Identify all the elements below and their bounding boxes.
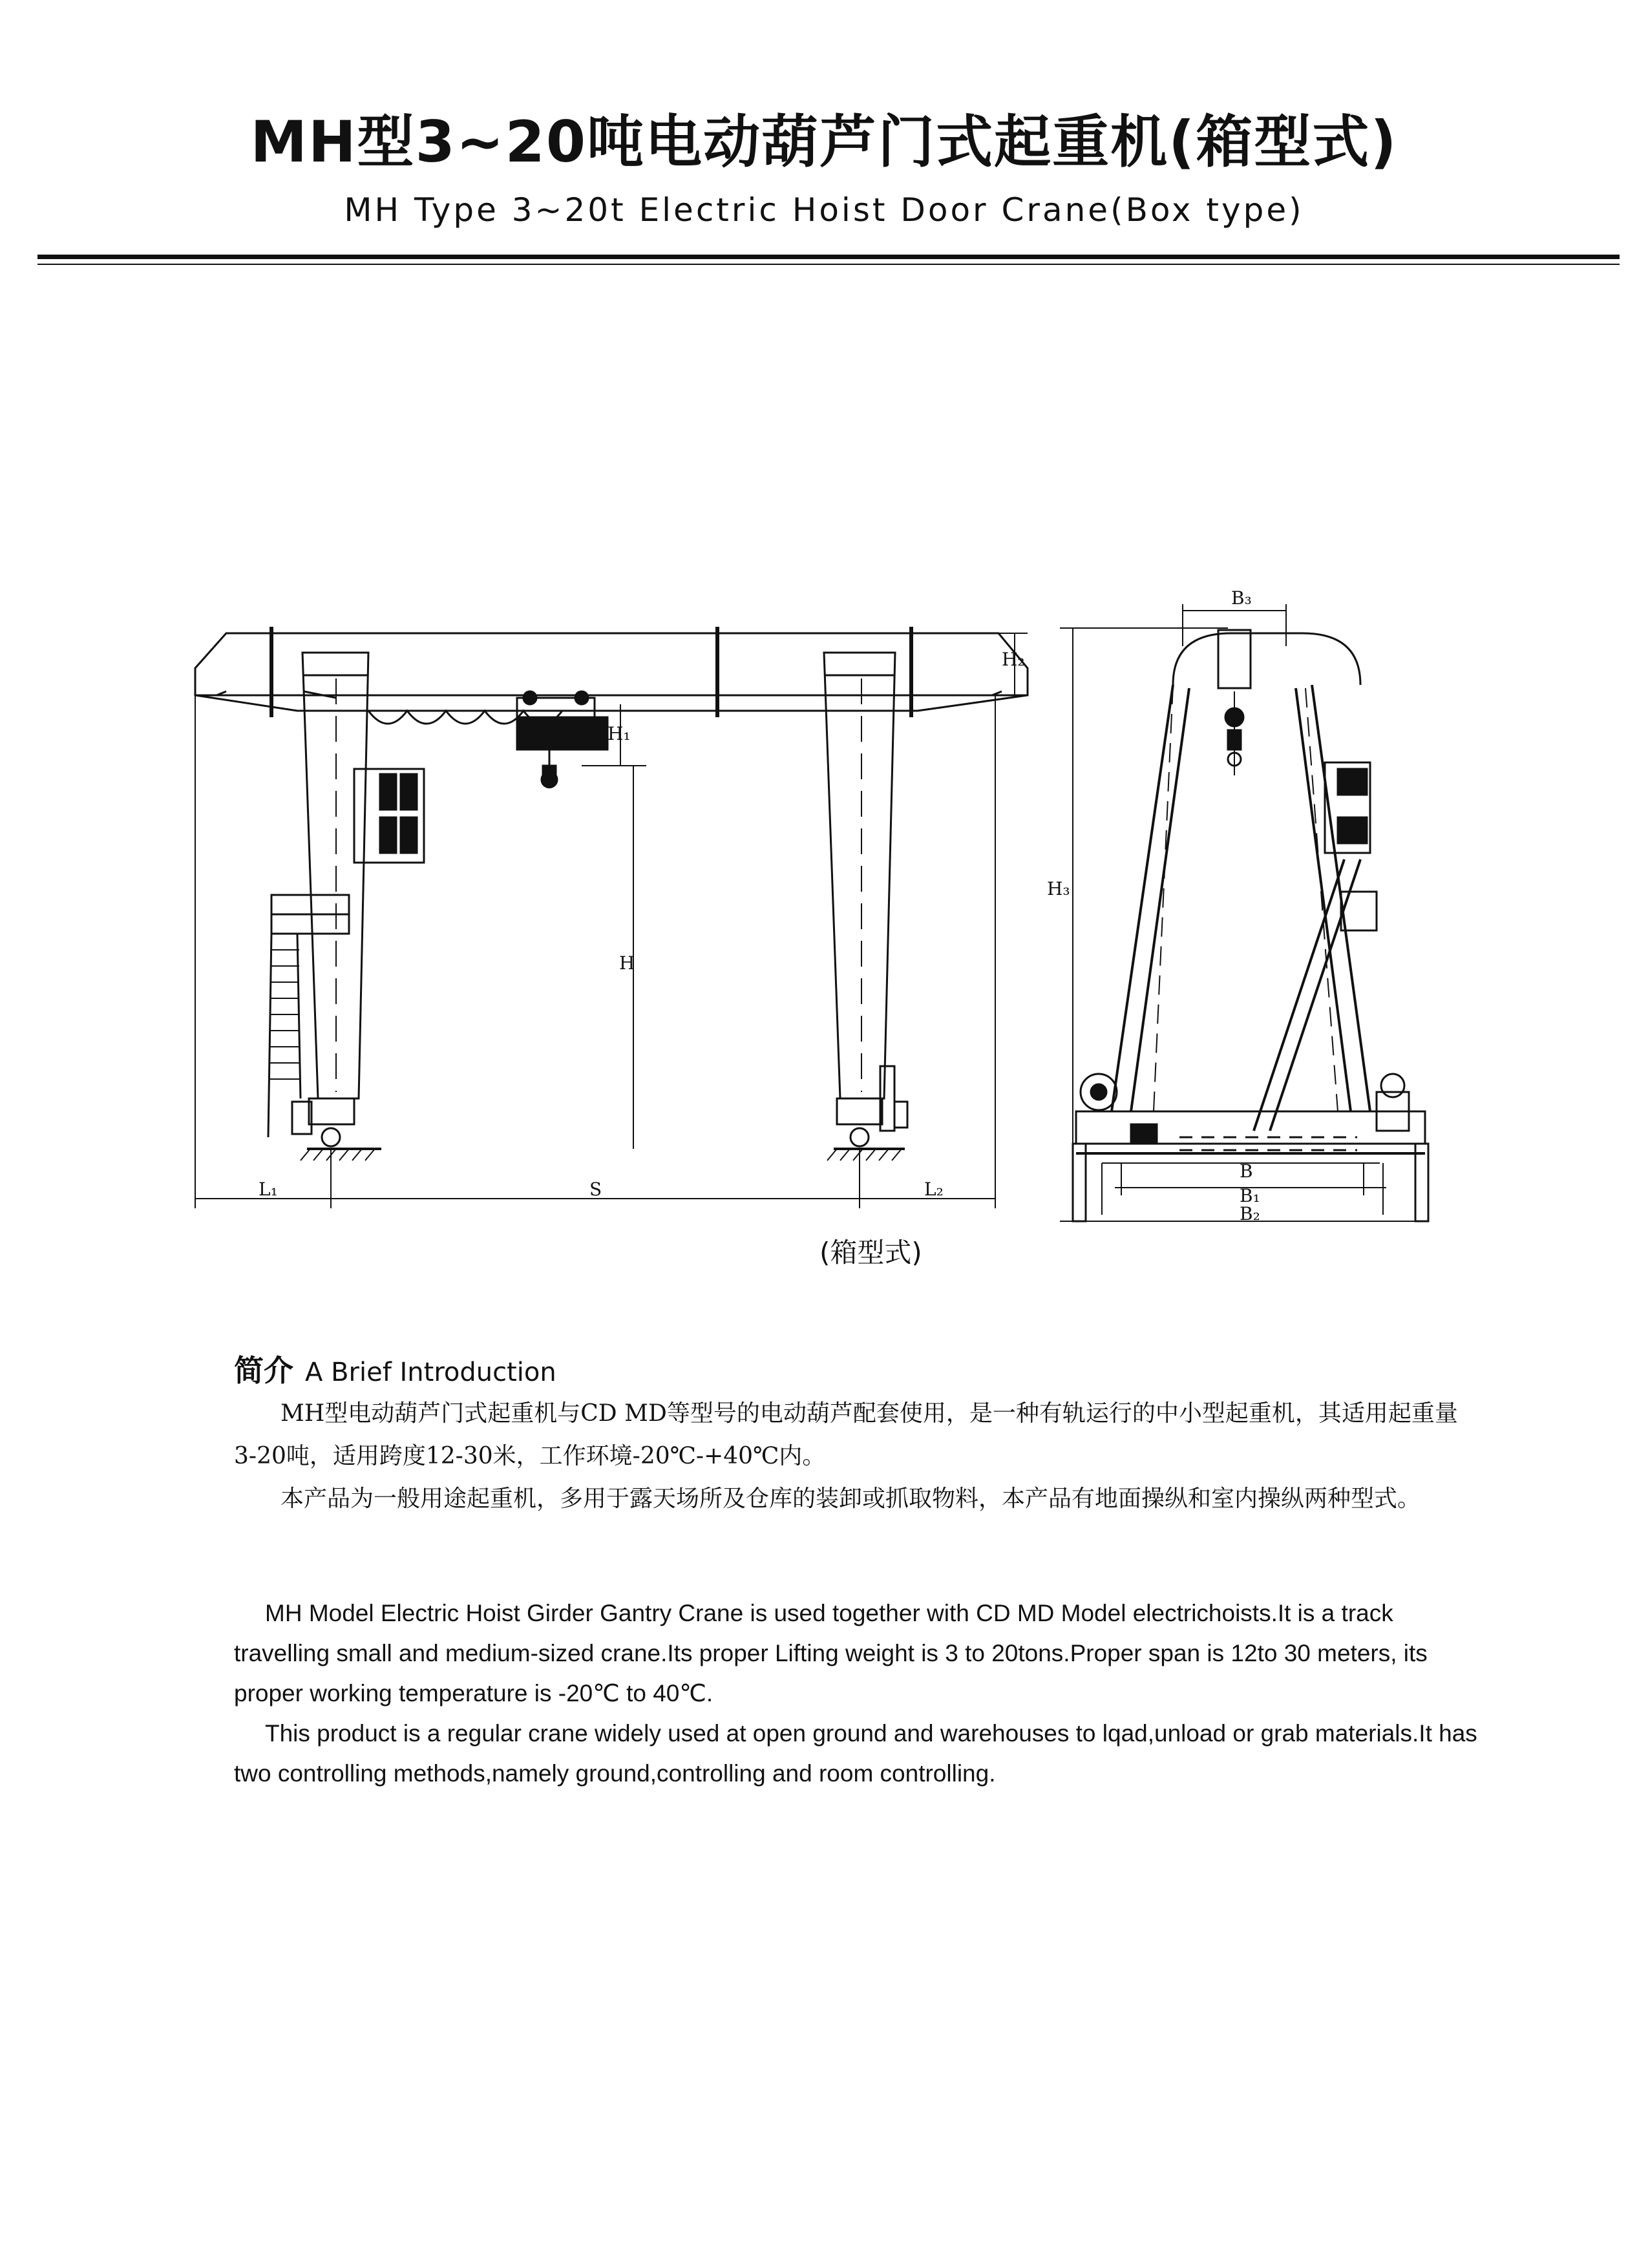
section-heading-cn: 简介 xyxy=(234,1353,293,1388)
page-title: MH型3~20吨电动葫芦门式起重机(箱型式) xyxy=(250,109,1398,175)
intro-cn-paragraph-1: MH型电动葫芦门式起重机与CD MD等型号的电动葫芦配套使用，是一种有轨运行的中小型起重机，其适用起重量3-20吨，适用跨度12-30米，工作环境-20℃-+40℃内。 xyxy=(234,1400,1458,1469)
dim-label-b: B xyxy=(1240,1160,1253,1182)
side-view xyxy=(1047,587,1428,1224)
page-subtitle: MH Type 3~20t Electric Hoist Door Crane(Box type) xyxy=(344,191,1304,229)
side-top-beam xyxy=(1173,633,1360,685)
dim-label-b3: B₃ xyxy=(1231,587,1252,609)
dim-label-b2: B₂ xyxy=(1240,1203,1260,1224)
dim-label-l1: L₁ xyxy=(259,1179,278,1200)
side-dimensions xyxy=(1060,604,1415,1221)
intro-cn-paragraph-2: 本产品为一般用途起重机，多用于露天场所及仓库的装卸或抓取物料，本产品有地面操纵和室内操纵两种型式。 xyxy=(280,1486,1421,1512)
front-dimensions xyxy=(195,633,1028,1208)
right-leg xyxy=(824,653,907,1160)
dim-label-l2: L₂ xyxy=(924,1179,944,1200)
dim-label-h: H xyxy=(619,952,635,974)
drawing-caption: (箱型式) xyxy=(819,1237,922,1268)
dim-label-s: S xyxy=(589,1179,602,1200)
dim-label-h3: H₃ xyxy=(1047,878,1070,899)
left-leg xyxy=(292,653,381,1160)
electric-hoist xyxy=(517,691,607,788)
dim-label-b1: B₁ xyxy=(1240,1185,1260,1206)
section-heading-en: A Brief Introduction xyxy=(305,1358,556,1387)
dim-label-h1: H₁ xyxy=(607,723,631,744)
dim-label-h2: H₂ xyxy=(1002,649,1025,670)
section-heading xyxy=(234,1347,556,1390)
front-view xyxy=(195,627,1028,1208)
intro-en-paragraph-2: This product is a regular crane widely used at open ground and warehouses to lqad,unload or grab materials.It has two controlling methods,namely ground,controlling and room controlling. xyxy=(234,1720,1477,1787)
ladder-and-cabin xyxy=(268,769,424,1137)
main-girder xyxy=(195,633,1028,711)
intro-en-paragraph-1: MH Model Electric Hoist Girder Gantry Crane is used together with CD MD Model electrichoists.It is a track travelling small and medium-sized crane.Its proper Lifting weight is 3 to 20tons.Proper span is 12to 30 meters, its proper working temperature is -20℃ to 40℃. xyxy=(234,1600,1428,1706)
